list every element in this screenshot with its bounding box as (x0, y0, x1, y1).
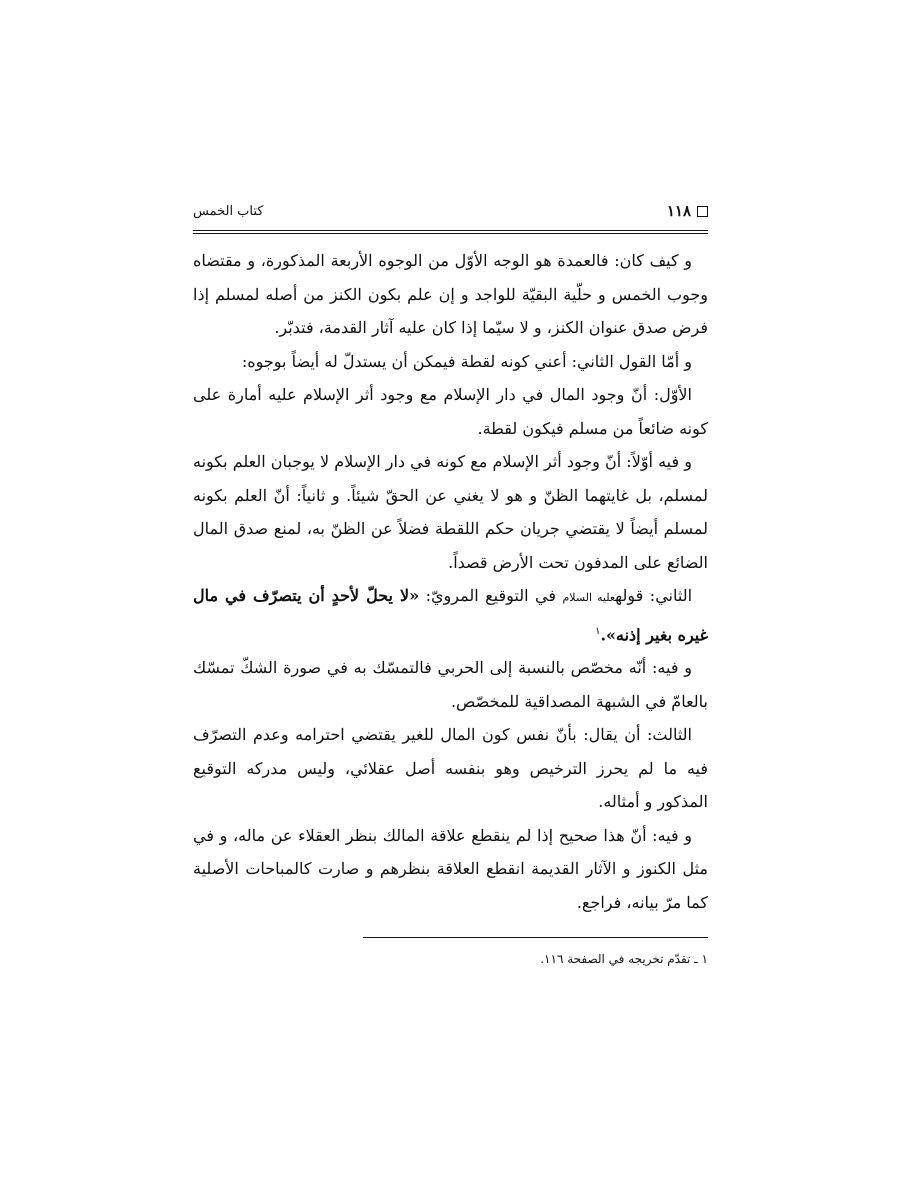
paragraph: الثالث: أن يقال: بأنّ نفس كون المال للغير يقتضي احترامه وعدم التصرّف فيه ما لم يحرز الترخيص وهو بنفسه أصل عقلائي، وليس مدركه التوقيع المذكور و أمثاله. (193, 725, 709, 812)
paragraph: و فيه: أنّ هذا صحيح إذا لم ينقطع علاقة المالك بنظر العقلاء عن ماله، و في مثل الكنوز و الآثار القديمة انقطع العلاقة بنظرهم و صارت كالمباحات الأصلية كما مرّ بيانه، فراجع. (193, 825, 708, 912)
paragraph: و فيه أوّلاً: أنّ وجود أثر الإسلام مع كونه في دار الإسلام لا يوجبان العلم بكونه لمسلم، بل غايتهما الظنّ و هو لا يغني عن الحقّ شيئاً. و ثانياً: أنّ العلم بكونه لمسلم أيضاً لا يقتضي جريان حكم اللقطة فضلاً عن الظنّ به، لمنع صدق المال الضائع على المدفون تحت الأرض قصداً. (193, 452, 709, 572)
footnote: ١ ـ تقدّم تخريجه في الصفحة ١١٦. (540, 952, 708, 967)
paragraph: و كيف كان: فالعمدة هو الوجه الأوّل من الوجوه الأربعة المذكورة، و مقتضاه وجوب الخمس و حلّية البقيّة للواجد و إن علم بكون الكنز من أصله لمسلم إذا فرض صدق عنوان الكنز، و لا سيّما إذا كان عليه آثار القدمة، فتدبّر. (193, 251, 708, 337)
paragraph: و فيه: أنّه مخصّص بالنسبة إلى الحربي فالتمسّك به في صورة الشكّ تمسّك بالعامّ في الشبهة المصداقية للمخصّص. (193, 658, 708, 711)
body-text (193, 244, 708, 919)
book-title: كتاب الخمس (193, 204, 264, 219)
paragraph: الأوّل: أنّ وجود المال في دار الإسلام مع وجود أثر الإسلام عليه أمارة على كونه ضائعاً من مسلم فيكون لقطة. (193, 385, 708, 438)
square-icon (697, 206, 708, 217)
paragraph: و أمّا القول الثاني: أعني كونه لقطة فيمكن أن يستدلّ له أيضاً بوجوه: (241, 351, 692, 371)
footnote-ref[interactable]: ١ (595, 625, 601, 637)
running-head (193, 200, 708, 226)
header-double-rule (193, 230, 708, 234)
book-page (193, 200, 708, 968)
paragraph-middle: في التوقيع المرويّ: (425, 586, 556, 605)
page-number (667, 202, 708, 220)
paragraph-lead: الثاني: قوله (615, 586, 693, 605)
page-number-text: ١١٨ (666, 202, 691, 220)
paragraph-with-quote (193, 579, 708, 651)
footnote-rule (363, 937, 708, 938)
quoted-tradition: «لا يحلّ لأحدٍ أن يتصرّف في مال غيره بغير إذنه». (193, 586, 708, 644)
honorific-mark: عليه السلام (562, 591, 616, 604)
